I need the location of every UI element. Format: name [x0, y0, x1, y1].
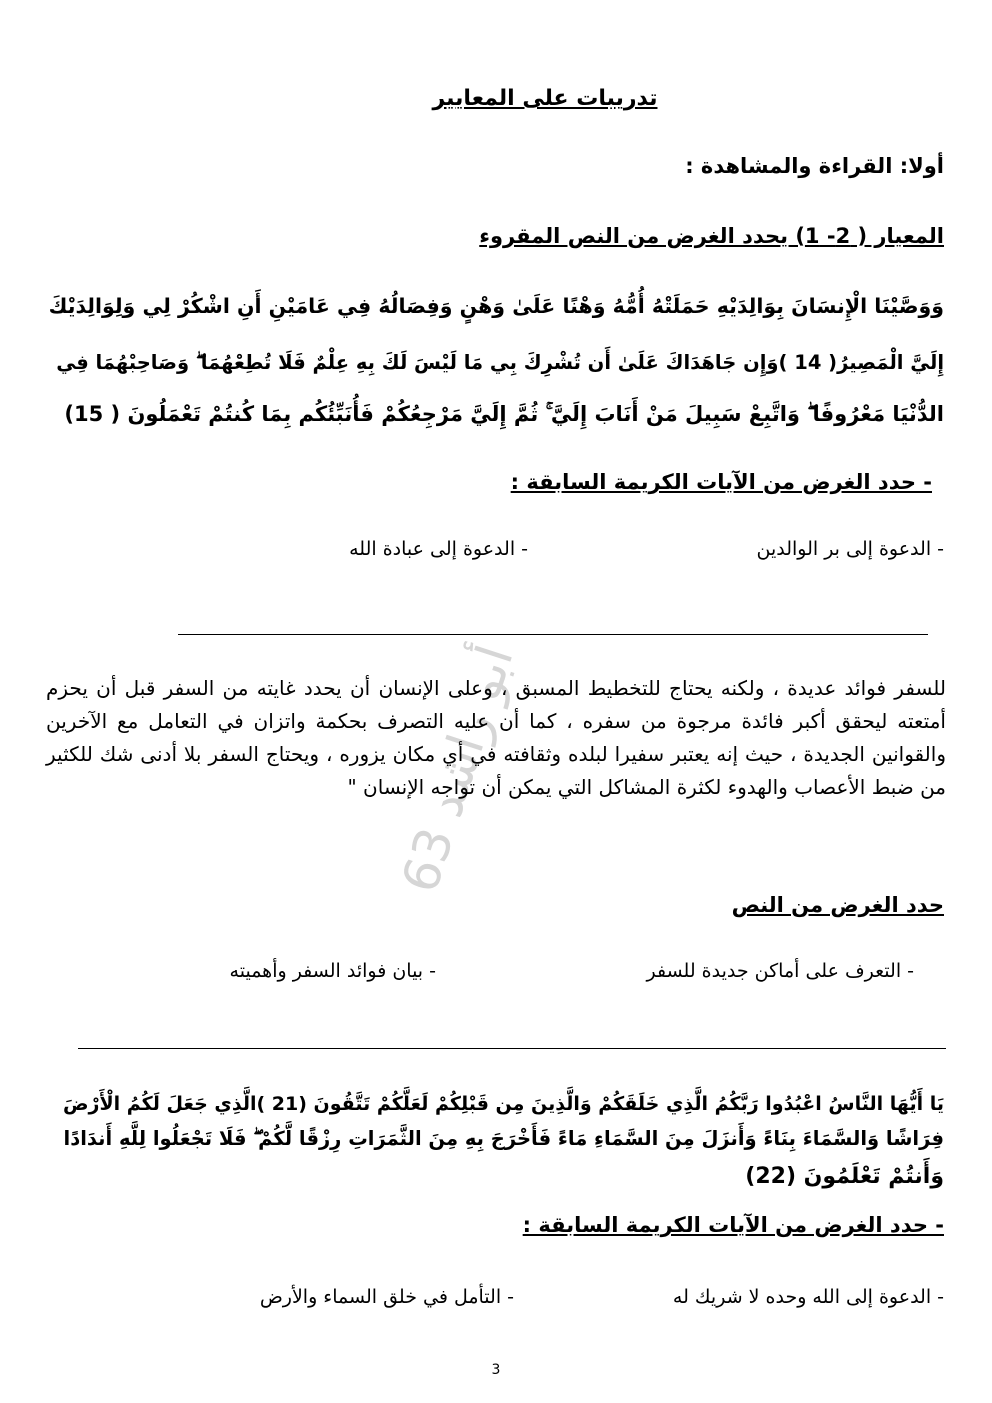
question-3-option-a: - الدعوة إلى الله وحده لا شريك له [672, 1286, 944, 1308]
verse-line-1: وَوَصَّيْنَا الْإِنسَانَ بِوَالِدَيْهِ حَمَلَتْهُ أُمُّهُ وَهْنًا عَلَىٰ وَهْنٍ وَفِصَالُهُ فِي عَامَيْنِ أَنِ اشْكُرْ لِي وَلِوَالِدَيْكَ [48, 294, 944, 318]
verse-2-line-3: وَأَنتُمْ تَعْلَمُونَ (22) [745, 1164, 944, 1189]
divider [78, 1048, 946, 1049]
verse-2-line-1: يَا أَيُّهَا النَّاسُ اعْبُدُوا رَبَّكُمُ الَّذِي خَلَقَكُمْ وَالَّذِينَ مِن قَبْلِكُمْ لَعَلَّكُمْ تَتَّقُونَ (21 )الَّذِي جَعَلَ لَكُمُ الْأَرْضَ [62, 1093, 944, 1115]
divider [178, 634, 928, 635]
verse-line-3: الدُّنْيَا مَعْرُوفًا ۖ وَاتَّبِعْ سَبِيلَ مَنْ أَنَابَ إِلَيَّ ۚ ثُمَّ إِلَيَّ مَرْجِعُكُمْ فَأُنَبِّئُكُم بِمَا كُنتُمْ تَعْمَلُونَ ( 15) [64, 402, 944, 426]
reading-passage: للسفر فوائد عديدة ، ولكنه يحتاج للتخطيط المسبق ، وعلى الإنسان أن يحدد غايته من السفر قبل أن يحزم أمتعته ليحقق أكبر فائدة مرجوة من سفره ، كما أن عليه التصرف بحكمة واتزان في التعامل مع الآخرين والقوانين الجديدة ، حيث إنه يعتبر سفيرا لبلده وثقافته في أي مكان يزوره ، ويحتاج السفر بلا أدنى شك للكثير من ضبط الأعصاب والهدوء لكثرة المشاكل التي يمكن أن تواجه الإنسان " [46, 676, 946, 799]
page-number: 3 [491, 1362, 501, 1378]
verse-2-line-2: فِرَاشًا وَالسَّمَاءَ بِنَاءً وَأَنزَلَ مِنَ السَّمَاءِ مَاءً فَأَخْرَجَ بِهِ مِنَ الثَّمَرَاتِ رِزْقًا لَّكُمْ ۖ فَلَا تَجْعَلُوا لِلَّهِ أَندَادًا [63, 1127, 944, 1150]
question-prompt-3: - حدد الغرض من الآيات الكريمة السابقة : [522, 1213, 944, 1237]
question-prompt-2: حدد الغرض من النص [731, 893, 944, 917]
question-2-option-a: - التعرف على أماكن جديدة للسفر [646, 960, 914, 982]
section-heading: أولا: القراءة والمشاهدة : [685, 154, 944, 178]
question-prompt-1: - حدد الغرض من الآيات الكريمة السابقة : [510, 470, 932, 494]
question-1-option-a: - الدعوة إلى بر الوالدين [756, 538, 944, 560]
page-title: تدريبات على المعايير [432, 86, 658, 111]
question-2-option-b: - بيان فوائد السفر وأهميته [229, 960, 436, 982]
standard-heading: المعيار ( 2- 1) يحدد الغرض من النص المقروء [479, 224, 944, 248]
question-3-option-b: - التأمل في خلق السماء والأرض [259, 1286, 514, 1308]
question-1-option-b: - الدعوة إلى عبادة الله [349, 538, 528, 560]
watermark: أبو راشد 63 [390, 638, 525, 900]
verse-line-2: إِلَيَّ الْمَصِيرُ( 14 )وَإِن جَاهَدَاكَ عَلَىٰ أَن تُشْرِكَ بِي مَا لَيْسَ لَكَ بِهِ عِلْمٌ فَلَا تُطِعْهُمَا ۖ وَصَاحِبْهُمَا فِي [56, 351, 944, 374]
